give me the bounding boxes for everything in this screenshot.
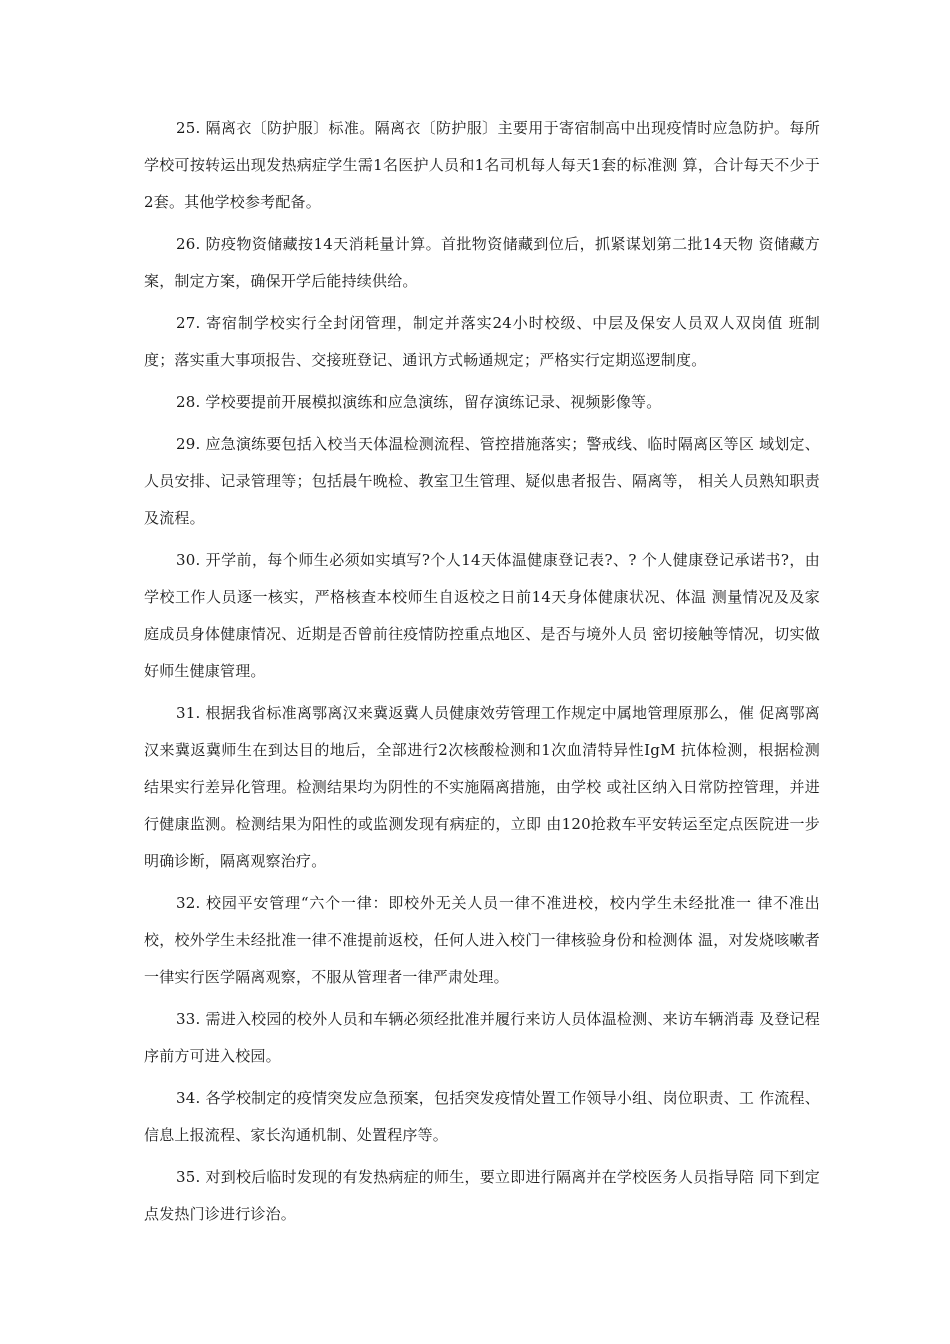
- document-body: [144, 110, 820, 1238]
- paragraph-33: 33. 需进入校园的校外人员和车辆必须经批准并履行来访人员体温检测、来访车辆消毒 及登记程序前方可进入校园。: [144, 1010, 820, 1065]
- paragraph-25: 25. 隔离衣〔防护服〕标准。隔离衣〔防护服〕主要用于寄宿制高中出现疫情时应急防护。每所学校可按转运出现发热病症学生需1名医护人员和1名司机每人每天1套的标准测 算，合计每天不少于2套。其他学校参考配备。: [144, 119, 820, 211]
- paragraph-35: 35. 对到校后临时发现的有发热病症的师生，要立即进行隔离并在学校医务人员指导陪 同下到定点发热门诊进行诊治。: [144, 1168, 820, 1223]
- paragraph-30: 30. 开学前，每个师生必须如实填写?个人14天体温健康登记表?、? 个人健康登记承诺书?，由学校工作人员逐一核实，严格核查本校师生自返校之日前14天身体健康状况、体温 测量情况及及家庭成员身体健康情况、近期是否曾前往疫情防控重点地区、是否与境外人员 密切接触等情况，切实做好师生健康管理。: [144, 551, 820, 680]
- paragraph-31: 31. 根据我省标准离鄂离汉来冀返冀人员健康效劳管理工作规定中属地管理原那么，催 促离鄂离汉来冀返冀师生在到达目的地后，全部进行2次核酸检测和1次血清特异性IgM 抗体检测，根据检测结果实行差异化管理。检测结果均为阴性的不实施隔离措施，由学校 或社区纳入日常防控管理，并进行健康监测。检测结果为阳性的或监测发现有病症的，立即 由120抢救车平安转运至定点医院进一步明确诊断，隔离观察治疗。: [144, 704, 820, 870]
- paragraph-29: 29. 应急演练要包括入校当天体温检测流程、管控措施落实；警戒线、临时隔离区等区 域划定、人员安排、记录管理等；包括晨午晚检、教室卫生管理、疑似患者报告、隔离等， 相关人员熟知职责及流程。: [144, 435, 820, 527]
- paragraph-26: 26. 防疫物资储藏按14天消耗量计算。首批物资储藏到位后，抓紧谋划第二批14天物 资储藏方案，制定方案，确保开学后能持续供给。: [144, 235, 820, 290]
- paragraph-28: 28. 学校要提前开展模拟演练和应急演练，留存演练记录、视频影像等。: [176, 393, 662, 411]
- paragraph-27: 27. 寄宿制学校实行全封闭管理，制定并落实24小时校级、中层及保安人员双人双岗值 班制度；落实重大事项报告、交接班登记、通讯方式畅通规定；严格实行定期巡逻制度。: [144, 314, 820, 369]
- paragraph-34: 34. 各学校制定的疫情突发应急预案，包括突发疫情处置工作领导小组、岗位职责、工 作流程、信息上报流程、家长沟通机制、处置程序等。: [144, 1089, 820, 1144]
- paragraph-32: 32. 校园平安管理“六个一律：即校外无关人员一律不准进校，校内学生未经批准一 律不准出校，校外学生未经批准一律不准提前返校，任何人进入校门一律核验身份和检测体 温，对发烧咳嗽者一律实行医学隔离观察，不服从管理者一律严肃处理。: [144, 894, 820, 986]
